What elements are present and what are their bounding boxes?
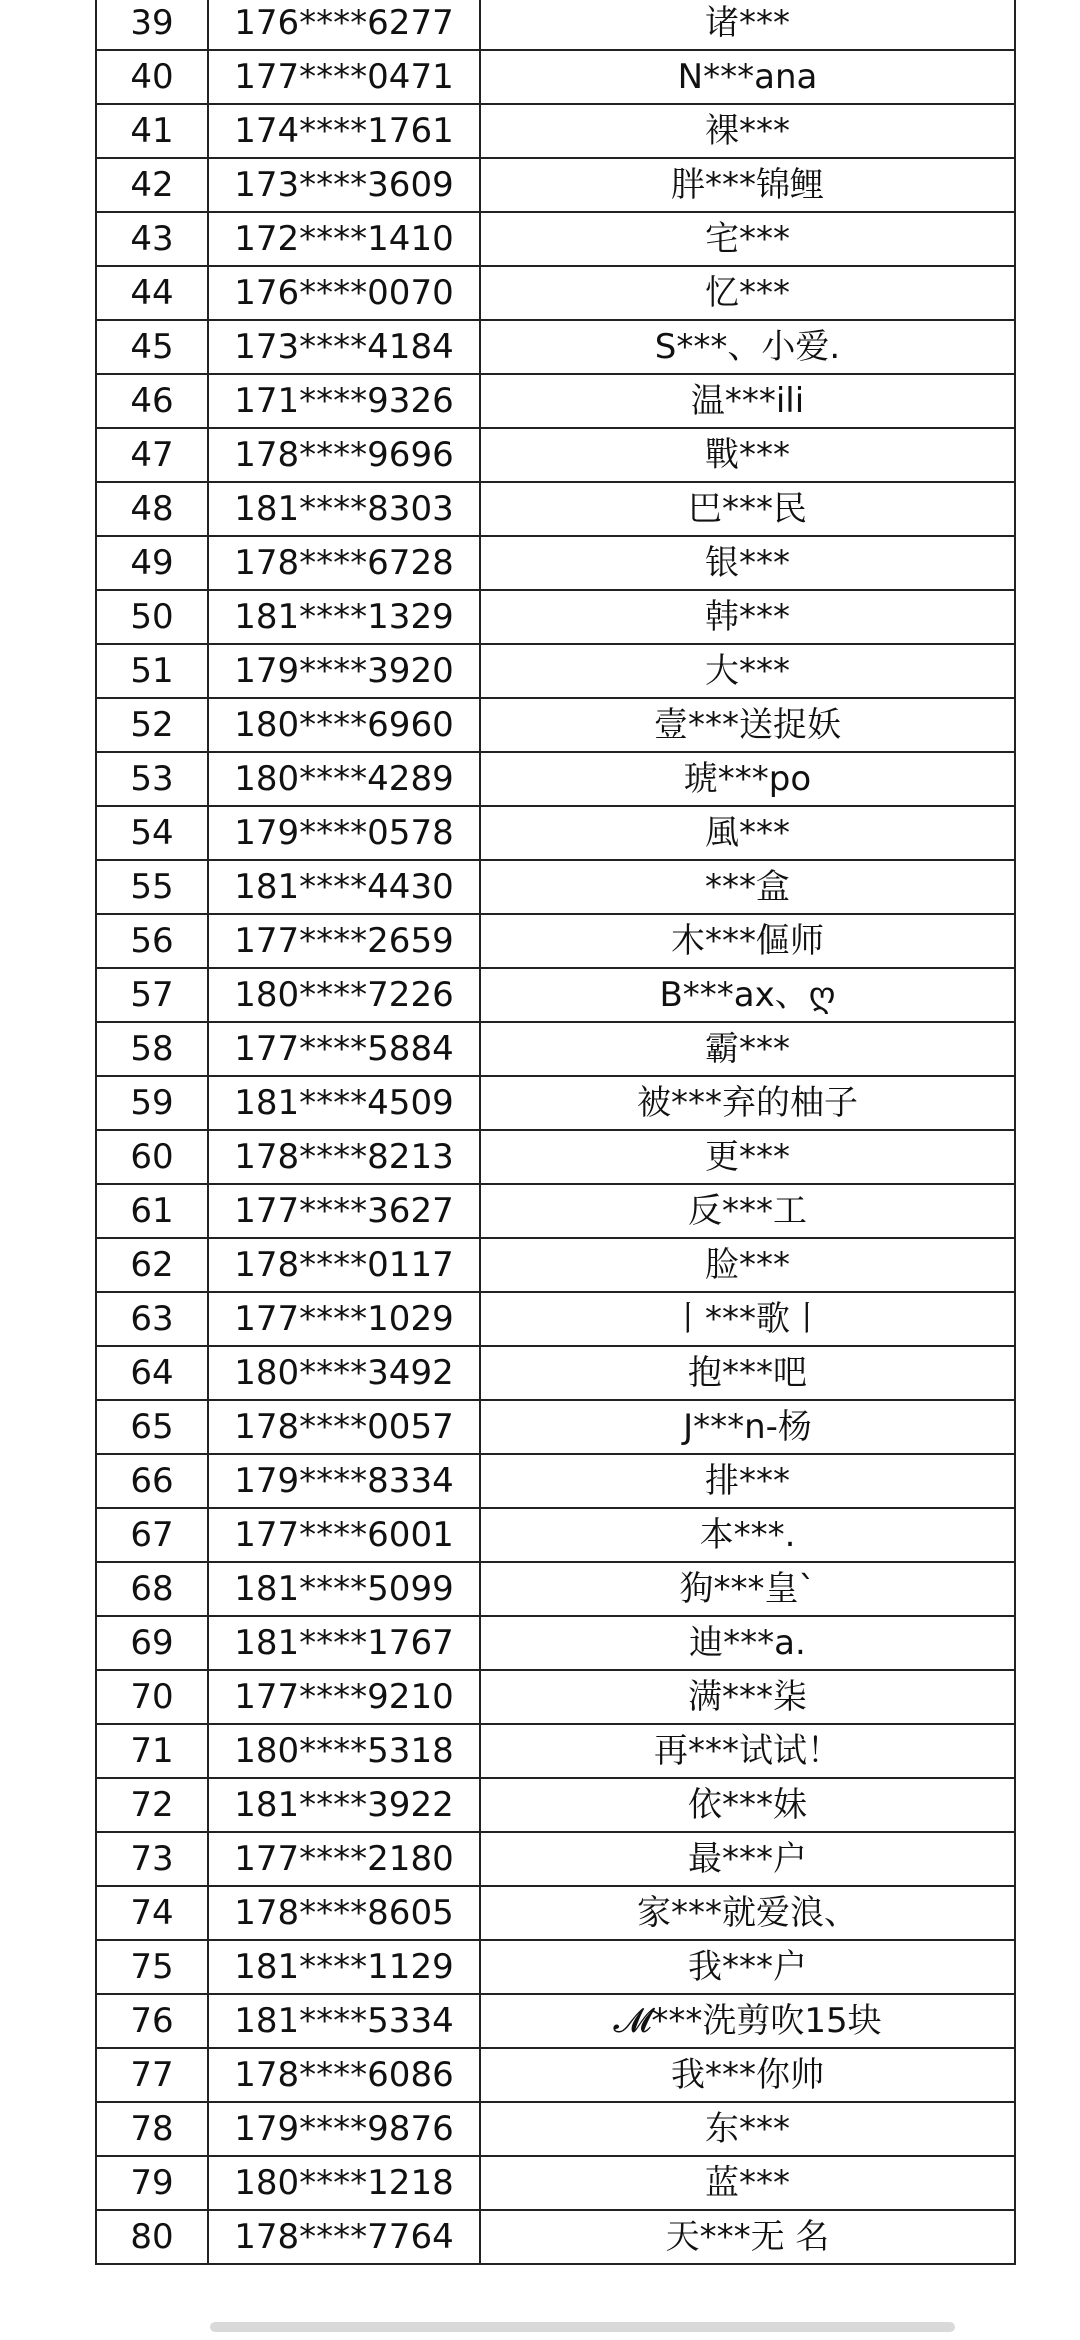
table-row bbox=[96, 2102, 1015, 2156]
row-number-cell: 70 bbox=[96, 1670, 208, 1724]
table-row bbox=[96, 50, 1015, 104]
row-number-cell: 47 bbox=[96, 428, 208, 482]
row-number-cell: 51 bbox=[96, 644, 208, 698]
row-number-cell: 75 bbox=[96, 1940, 208, 1994]
table-row bbox=[96, 806, 1015, 860]
nickname-cell: J***n-杨 bbox=[480, 1400, 1015, 1454]
phone-cell: 178****6086 bbox=[208, 2048, 480, 2102]
phone-cell: 174****1761 bbox=[208, 104, 480, 158]
nickname-cell: 忆*** bbox=[480, 266, 1015, 320]
row-number-cell: 62 bbox=[96, 1238, 208, 1292]
row-number-cell: 71 bbox=[96, 1724, 208, 1778]
nickname-cell: 银*** bbox=[480, 536, 1015, 590]
row-number-cell: 56 bbox=[96, 914, 208, 968]
nickname-cell: 排*** bbox=[480, 1454, 1015, 1508]
phone-cell: 179****3920 bbox=[208, 644, 480, 698]
row-number-cell: 67 bbox=[96, 1508, 208, 1562]
table-row bbox=[96, 752, 1015, 806]
phone-cell: 171****9326 bbox=[208, 374, 480, 428]
table-row bbox=[96, 1562, 1015, 1616]
phone-cell: 178****8605 bbox=[208, 1886, 480, 1940]
nickname-cell: S***、小爱. bbox=[480, 320, 1015, 374]
table-row bbox=[96, 2048, 1015, 2102]
nickname-cell: 满***柒 bbox=[480, 1670, 1015, 1724]
table-row bbox=[96, 158, 1015, 212]
table-row bbox=[96, 698, 1015, 752]
nickname-cell: 琥***po bbox=[480, 752, 1015, 806]
row-number-cell: 69 bbox=[96, 1616, 208, 1670]
table-row bbox=[96, 482, 1015, 536]
phone-cell: 181****1329 bbox=[208, 590, 480, 644]
phone-cell: 181****8303 bbox=[208, 482, 480, 536]
row-number-cell: 40 bbox=[96, 50, 208, 104]
nickname-cell: 诸*** bbox=[480, 0, 1015, 50]
row-number-cell: 63 bbox=[96, 1292, 208, 1346]
nickname-cell: 風*** bbox=[480, 806, 1015, 860]
table-row bbox=[96, 1130, 1015, 1184]
nickname-cell: 胖***锦鲤 bbox=[480, 158, 1015, 212]
phone-cell: 178****8213 bbox=[208, 1130, 480, 1184]
table-row bbox=[96, 914, 1015, 968]
table-row bbox=[96, 1940, 1015, 1994]
phone-cell: 180****6960 bbox=[208, 698, 480, 752]
nickname-cell: 戰*** bbox=[480, 428, 1015, 482]
nickname-cell: 迪***a. bbox=[480, 1616, 1015, 1670]
row-number-cell: 72 bbox=[96, 1778, 208, 1832]
row-number-cell: 49 bbox=[96, 536, 208, 590]
row-number-cell: 66 bbox=[96, 1454, 208, 1508]
nickname-cell: 霸*** bbox=[480, 1022, 1015, 1076]
phone-cell: 178****0117 bbox=[208, 1238, 480, 1292]
phone-cell: 181****1767 bbox=[208, 1616, 480, 1670]
row-number-cell: 78 bbox=[96, 2102, 208, 2156]
phone-cell: 180****7226 bbox=[208, 968, 480, 1022]
nickname-cell: 巴***民 bbox=[480, 482, 1015, 536]
row-number-cell: 42 bbox=[96, 158, 208, 212]
nickname-cell: 温***ili bbox=[480, 374, 1015, 428]
table-row bbox=[96, 1454, 1015, 1508]
table-row bbox=[96, 644, 1015, 698]
row-number-cell: 55 bbox=[96, 860, 208, 914]
row-number-cell: 80 bbox=[96, 2210, 208, 2264]
row-number-cell: 73 bbox=[96, 1832, 208, 1886]
phone-cell: 181****4509 bbox=[208, 1076, 480, 1130]
phone-cell: 180****1218 bbox=[208, 2156, 480, 2210]
nickname-cell: 𝓜***洗剪吹15块 bbox=[480, 1994, 1015, 2048]
table-row bbox=[96, 428, 1015, 482]
row-number-cell: 65 bbox=[96, 1400, 208, 1454]
table-row bbox=[96, 1238, 1015, 1292]
phone-cell: 178****9696 bbox=[208, 428, 480, 482]
nickname-cell: 最***户 bbox=[480, 1832, 1015, 1886]
nickname-cell: 抱***吧 bbox=[480, 1346, 1015, 1400]
nickname-cell: 反***工 bbox=[480, 1184, 1015, 1238]
phone-cell: 181****4430 bbox=[208, 860, 480, 914]
table-row bbox=[96, 1076, 1015, 1130]
nickname-cell: 大*** bbox=[480, 644, 1015, 698]
row-number-cell: 44 bbox=[96, 266, 208, 320]
phone-cell: 177****5884 bbox=[208, 1022, 480, 1076]
table-row bbox=[96, 1292, 1015, 1346]
row-number-cell: 79 bbox=[96, 2156, 208, 2210]
table-row bbox=[96, 1886, 1015, 1940]
phone-cell: 177****3627 bbox=[208, 1184, 480, 1238]
phone-cell: 177****9210 bbox=[208, 1670, 480, 1724]
row-number-cell: 76 bbox=[96, 1994, 208, 2048]
nickname-cell: 我***你帅 bbox=[480, 2048, 1015, 2102]
nickname-cell: N***ana bbox=[480, 50, 1015, 104]
nickname-cell: 木***傴师 bbox=[480, 914, 1015, 968]
row-number-cell: 57 bbox=[96, 968, 208, 1022]
table-row bbox=[96, 1616, 1015, 1670]
nickname-cell: 宅*** bbox=[480, 212, 1015, 266]
nickname-cell: 壹***送捉妖 bbox=[480, 698, 1015, 752]
phone-cell: 181****1129 bbox=[208, 1940, 480, 1994]
table-row bbox=[96, 536, 1015, 590]
table-body bbox=[96, 0, 1015, 2264]
table-row bbox=[96, 968, 1015, 1022]
nickname-cell: 狗***皇` bbox=[480, 1562, 1015, 1616]
row-number-cell: 58 bbox=[96, 1022, 208, 1076]
row-number-cell: 50 bbox=[96, 590, 208, 644]
nickname-cell: 更*** bbox=[480, 1130, 1015, 1184]
table-row bbox=[96, 212, 1015, 266]
phone-cell: 181****5099 bbox=[208, 1562, 480, 1616]
nickname-cell: 脸*** bbox=[480, 1238, 1015, 1292]
row-number-cell: 54 bbox=[96, 806, 208, 860]
phone-cell: 176****6277 bbox=[208, 0, 480, 50]
phone-cell: 177****0471 bbox=[208, 50, 480, 104]
table-row bbox=[96, 2156, 1015, 2210]
phone-cell: 180****5318 bbox=[208, 1724, 480, 1778]
phone-cell: 178****6728 bbox=[208, 536, 480, 590]
phone-cell: 179****9876 bbox=[208, 2102, 480, 2156]
nickname-cell: 依***妹 bbox=[480, 1778, 1015, 1832]
phone-cell: 173****3609 bbox=[208, 158, 480, 212]
phone-cell: 177****6001 bbox=[208, 1508, 480, 1562]
table-row bbox=[96, 590, 1015, 644]
row-number-cell: 39 bbox=[96, 0, 208, 50]
table-row bbox=[96, 2210, 1015, 2264]
nickname-cell: 蓝*** bbox=[480, 2156, 1015, 2210]
row-number-cell: 45 bbox=[96, 320, 208, 374]
phone-cell: 177****1029 bbox=[208, 1292, 480, 1346]
row-number-cell: 64 bbox=[96, 1346, 208, 1400]
table-row bbox=[96, 1184, 1015, 1238]
row-number-cell: 60 bbox=[96, 1130, 208, 1184]
table-row bbox=[96, 1832, 1015, 1886]
row-number-cell: 52 bbox=[96, 698, 208, 752]
table-row bbox=[96, 0, 1015, 50]
table-row bbox=[96, 1724, 1015, 1778]
phone-cell: 176****0070 bbox=[208, 266, 480, 320]
nickname-cell: 东*** bbox=[480, 2102, 1015, 2156]
table-row bbox=[96, 860, 1015, 914]
table-row bbox=[96, 1346, 1015, 1400]
nickname-cell: 丨***歌丨 bbox=[480, 1292, 1015, 1346]
phone-cell: 178****0057 bbox=[208, 1400, 480, 1454]
row-number-cell: 68 bbox=[96, 1562, 208, 1616]
nickname-cell: 裸*** bbox=[480, 104, 1015, 158]
nickname-cell: 被***弃的柚子 bbox=[480, 1076, 1015, 1130]
row-number-cell: 77 bbox=[96, 2048, 208, 2102]
winners-table bbox=[95, 0, 1016, 2265]
table-row bbox=[96, 1400, 1015, 1454]
phone-cell: 178****7764 bbox=[208, 2210, 480, 2264]
table-row bbox=[96, 104, 1015, 158]
table-row bbox=[96, 1778, 1015, 1832]
row-number-cell: 41 bbox=[96, 104, 208, 158]
table-row bbox=[96, 1508, 1015, 1562]
row-number-cell: 46 bbox=[96, 374, 208, 428]
row-number-cell: 43 bbox=[96, 212, 208, 266]
nickname-cell: 韩*** bbox=[480, 590, 1015, 644]
table-row bbox=[96, 1994, 1015, 2048]
nickname-cell: 本***. bbox=[480, 1508, 1015, 1562]
row-number-cell: 59 bbox=[96, 1076, 208, 1130]
phone-cell: 172****1410 bbox=[208, 212, 480, 266]
table-row bbox=[96, 374, 1015, 428]
table-row bbox=[96, 266, 1015, 320]
row-number-cell: 61 bbox=[96, 1184, 208, 1238]
phone-cell: 179****8334 bbox=[208, 1454, 480, 1508]
nickname-cell: B***ax、ღ bbox=[480, 968, 1015, 1022]
row-number-cell: 74 bbox=[96, 1886, 208, 1940]
phone-cell: 180****4289 bbox=[208, 752, 480, 806]
phone-cell: 173****4184 bbox=[208, 320, 480, 374]
nickname-cell: 再***试试！ bbox=[480, 1724, 1015, 1778]
phone-cell: 177****2659 bbox=[208, 914, 480, 968]
nickname-cell: 家***就爱浪、 bbox=[480, 1886, 1015, 1940]
nickname-cell: ***盒 bbox=[480, 860, 1015, 914]
nickname-cell: 天***无 名 bbox=[480, 2210, 1015, 2264]
phone-cell: 181****3922 bbox=[208, 1778, 480, 1832]
horizontal-scrollbar[interactable] bbox=[210, 2322, 955, 2332]
table-row bbox=[96, 320, 1015, 374]
nickname-cell: 我***户 bbox=[480, 1940, 1015, 1994]
table-row bbox=[96, 1022, 1015, 1076]
row-number-cell: 48 bbox=[96, 482, 208, 536]
phone-cell: 177****2180 bbox=[208, 1832, 480, 1886]
table-row bbox=[96, 1670, 1015, 1724]
row-number-cell: 53 bbox=[96, 752, 208, 806]
phone-cell: 180****3492 bbox=[208, 1346, 480, 1400]
phone-cell: 179****0578 bbox=[208, 806, 480, 860]
phone-cell: 181****5334 bbox=[208, 1994, 480, 2048]
